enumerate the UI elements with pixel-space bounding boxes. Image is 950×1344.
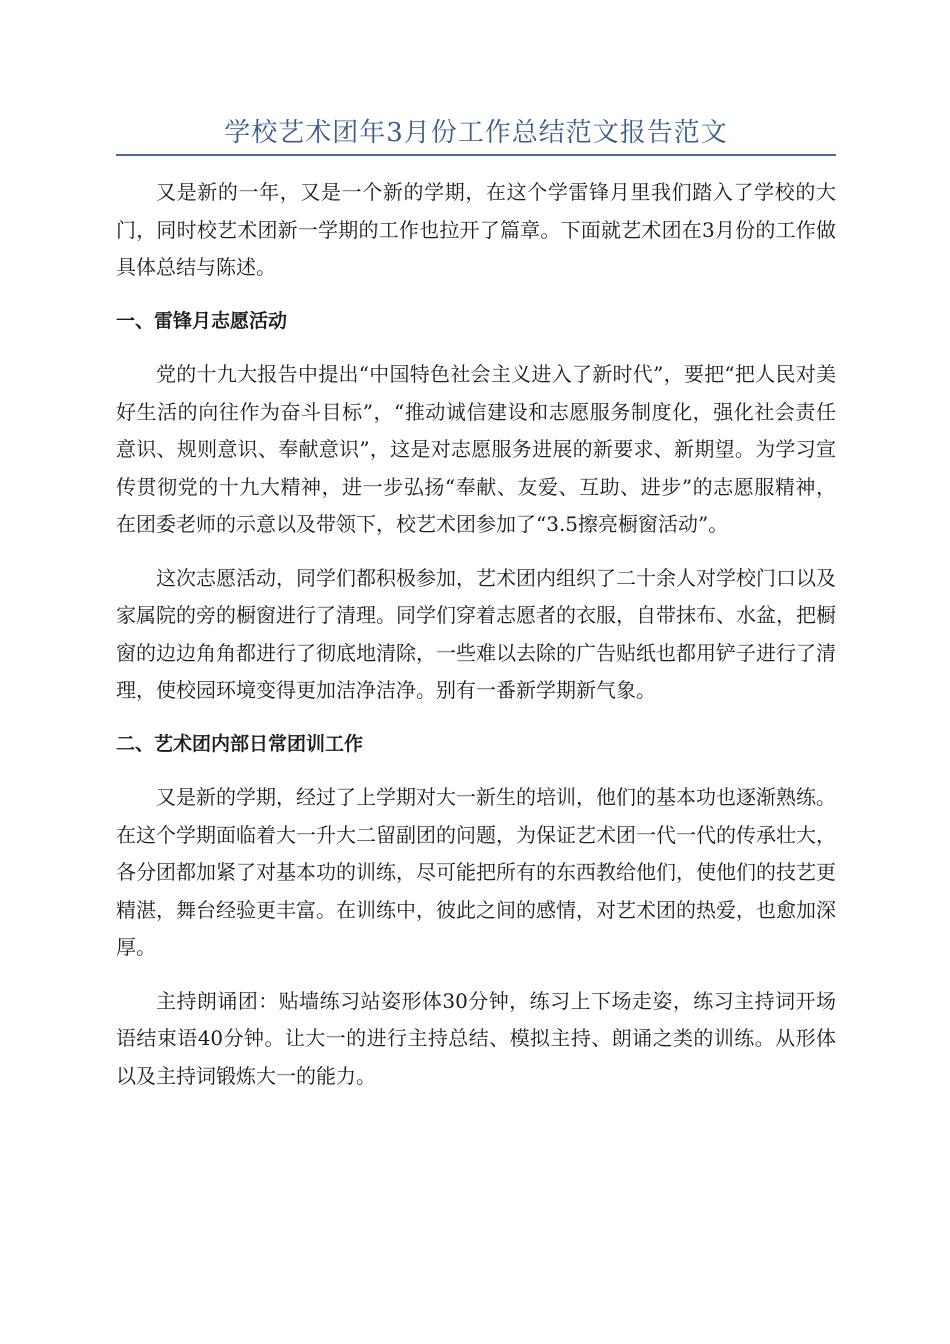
paragraph-training-2: 主持朗诵团：贴墙练习站姿形体30分钟，练习上下场走姿，练习主持词开场语结束语40分钟。让大一的进行主持总结、模拟主持、朗诵之类的训练。从形体以及主持词锻炼大一的能力。	[116, 988, 836, 1088]
title-underline	[116, 154, 836, 156]
document-title: 学校艺术团年3月份工作总结范文报告范文	[224, 118, 728, 148]
paragraph-volunteer-1: 党的十九大报告中提出“中国特色社会主义进入了新时代”，要把“把人民对美好生活的向往作为奋斗目标”，“推动诚信建设和志愿服务制度化，强化社会责任意识、规则意识、奉献意识”，这是对志愿服务进展的新要求、新期望。为学习宣传贯彻党的十九大精神，进一步弘扬“奉献、友爱、互助、进步”的志愿服精神，在团委老师的示意以及带领下，校艺术团参加了“3.5擦亮橱窗活动”。	[116, 362, 836, 536]
paragraph-volunteer-2: 这次志愿活动，同学们都积极参加，艺术团内组织了二十余人对学校门口以及家属院的旁的橱窗进行了清理。同学们穿着志愿者的衣服，自带抹布、水盆，把橱窗的边边角角都进行了彻底地清除，一些难以去除的广告贴纸也都用铲子进行了清理，使校园环境变得更加洁净洁净。别有一番新学期新气象。	[116, 565, 836, 702]
section-heading-1: 一、雷锋月志愿活动	[116, 309, 288, 332]
document-body	[116, 174, 836, 1111]
section-heading-2: 二、艺术团内部日常团训工作	[116, 732, 364, 755]
paragraph-intro: 又是新的一年，又是一个新的学期，在这个学雷锋月里我们踏入了学校的大门，同时校艺术团新一学期的工作也拉开了篇章。下面就艺术团在3月份的工作做具体总结与陈述。	[116, 180, 836, 279]
paragraph-training-1: 又是新的学期，经过了上学期对大一新生的培训，他们的基本功也逐渐熟练。在这个学期面临着大一升大二留副团的问题，为保证艺术团一代一代的传承壮大，各分团都加紧了对基本功的训练，尽可能把所有的东西教给他们，使他们的技艺更精湛，舞台经验更丰富。在训练中，彼此之间的感情，对艺术团的热爱，也愈加深厚。	[116, 785, 836, 959]
